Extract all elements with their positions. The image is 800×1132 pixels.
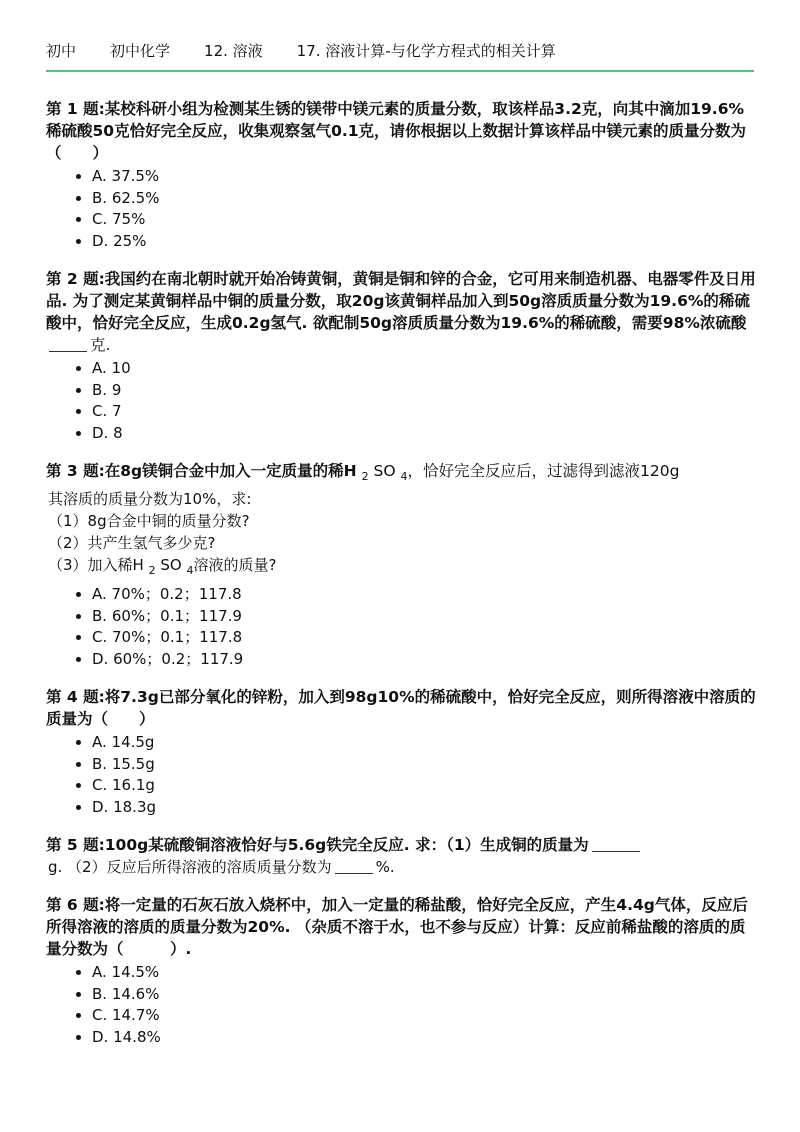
option-list	[46, 962, 758, 1048]
header-divider	[46, 70, 754, 72]
option-b[interactable]: B. 62.5%	[76, 188, 758, 210]
breadcrumb	[46, 40, 754, 61]
sub-question-1: （1）8g合金中铜的质量分数?	[48, 512, 250, 530]
subscript-2: 2	[361, 470, 369, 483]
option-c[interactable]: C. 14.7%	[76, 1005, 758, 1027]
question-6	[46, 894, 758, 1048]
option-a[interactable]: A. 70%；0.2；117.8	[76, 584, 758, 606]
option-list	[46, 166, 758, 252]
option-d[interactable]: D. 25%	[76, 231, 758, 253]
option-a[interactable]: A. 10	[76, 358, 758, 380]
question-1	[46, 98, 758, 252]
option-list	[46, 732, 758, 818]
option-list	[46, 358, 758, 444]
sub-question-2: （2）共产生氢气多少克?	[48, 534, 216, 552]
formula-so: SO	[160, 556, 182, 574]
question-stem: 第 5 题:100g某硫酸铜溶液恰好与5.6g铁完全反应. 求：（1）生成铜的质量为	[46, 836, 589, 854]
option-b[interactable]: B. 9	[76, 380, 758, 402]
option-d[interactable]: D. 60%；0.2；117.9	[76, 649, 758, 671]
option-c[interactable]: C. 70%；0.1；117.8	[76, 627, 758, 649]
option-a[interactable]: A. 37.5%	[76, 166, 758, 188]
question-text	[46, 268, 758, 356]
question-5	[46, 834, 758, 878]
question-stem-rest: ，恰好完全反应后，过滤得到滤液120g	[407, 462, 680, 480]
question-tail: 克.	[90, 336, 111, 354]
answer-blank-1[interactable]	[592, 837, 640, 852]
question-text: 第 6 题:将一定量的石灰石放入烧杯中，加入一定量的稀盐酸，恰好完全反应，产生4.4g气体，反应后所得溶液的溶质的质量分数为20%. （杂质不溶于水，也不参与反应）计算：反应前稀盐酸的溶质的质量分数为（ ）.	[46, 896, 748, 958]
option-b[interactable]: B. 15.5g	[76, 754, 758, 776]
question-line: 其溶质的质量分数为10%，求:	[48, 490, 252, 508]
question-list	[46, 98, 758, 1064]
formula-so: SO	[373, 462, 396, 480]
breadcrumb-subject[interactable]: 初中化学	[110, 42, 171, 60]
question-line	[46, 856, 758, 878]
option-b[interactable]: B. 60%；0.1；117.9	[76, 606, 758, 628]
subscript-4: 4	[400, 470, 408, 483]
breadcrumb-topic[interactable]: 17. 溶液计算-与化学方程式的相关计算	[296, 42, 556, 60]
question-2	[46, 268, 758, 444]
option-d[interactable]: D. 18.3g	[76, 797, 758, 819]
sub-question-3	[46, 554, 758, 582]
option-d[interactable]: D. 8	[76, 423, 758, 445]
question-text	[46, 834, 758, 856]
option-c[interactable]: C. 7	[76, 401, 758, 423]
option-c[interactable]: C. 75%	[76, 209, 758, 231]
question-stem: 第 2 题:我国约在南北朝时就开始冶铸黄铜，黄铜是铜和锌的合金，它可用来制造机器、电器零件及日用品. 为了测定某黄铜样品中铜的质量分数，取20g该黄铜样品加入到50g溶质质量分数为19.6%的稀硫酸中，恰好完全反应，生成0.2g氢气. 欲配制50g溶质质量分数为19.6%的稀硫酸，需要98%浓硫酸	[46, 270, 756, 332]
sub-question-3-tail: 溶液的质量?	[193, 556, 277, 574]
question-line-text: g. （2）反应后所得溶液的溶质质量分数为	[48, 858, 332, 876]
answer-blank[interactable]	[49, 337, 87, 352]
option-a[interactable]: A. 14.5g	[76, 732, 758, 754]
question-text: 第 1 题:某校科研小组为检测某生锈的镁带中镁元素的质量分数，取该样品3.2克，向其中滴加19.6%稀硫酸50克恰好完全反应，收集观察氢气0.1克，请你根据以上数据计算该样品中镁元素的质量分数为（ ）	[46, 100, 747, 162]
question-4	[46, 686, 758, 818]
question-stem: 第 3 题:在8g镁铜合金中加入一定质量的稀H	[46, 462, 357, 480]
option-a[interactable]: A. 14.5%	[76, 962, 758, 984]
option-list	[46, 584, 758, 670]
sub-question-3-text: （3）加入稀H	[48, 556, 144, 574]
subscript-4: 4	[186, 564, 194, 577]
breadcrumb-level[interactable]: 初中	[46, 42, 77, 60]
question-text	[46, 460, 758, 488]
question-line-tail: %.	[375, 858, 395, 876]
question-3	[46, 460, 758, 670]
question-text: 第 4 题:将7.3g已部分氧化的锌粉，加入到98g10%的稀硫酸中，恰好完全反应，则所得溶液中溶质的质量为（ ）	[46, 688, 756, 728]
answer-blank-2[interactable]	[335, 859, 373, 874]
option-d[interactable]: D. 14.8%	[76, 1027, 758, 1049]
option-b[interactable]: B. 14.6%	[76, 984, 758, 1006]
option-c[interactable]: C. 16.1g	[76, 775, 758, 797]
subscript-2: 2	[148, 564, 156, 577]
breadcrumb-chapter[interactable]: 12. 溶液	[204, 42, 263, 60]
